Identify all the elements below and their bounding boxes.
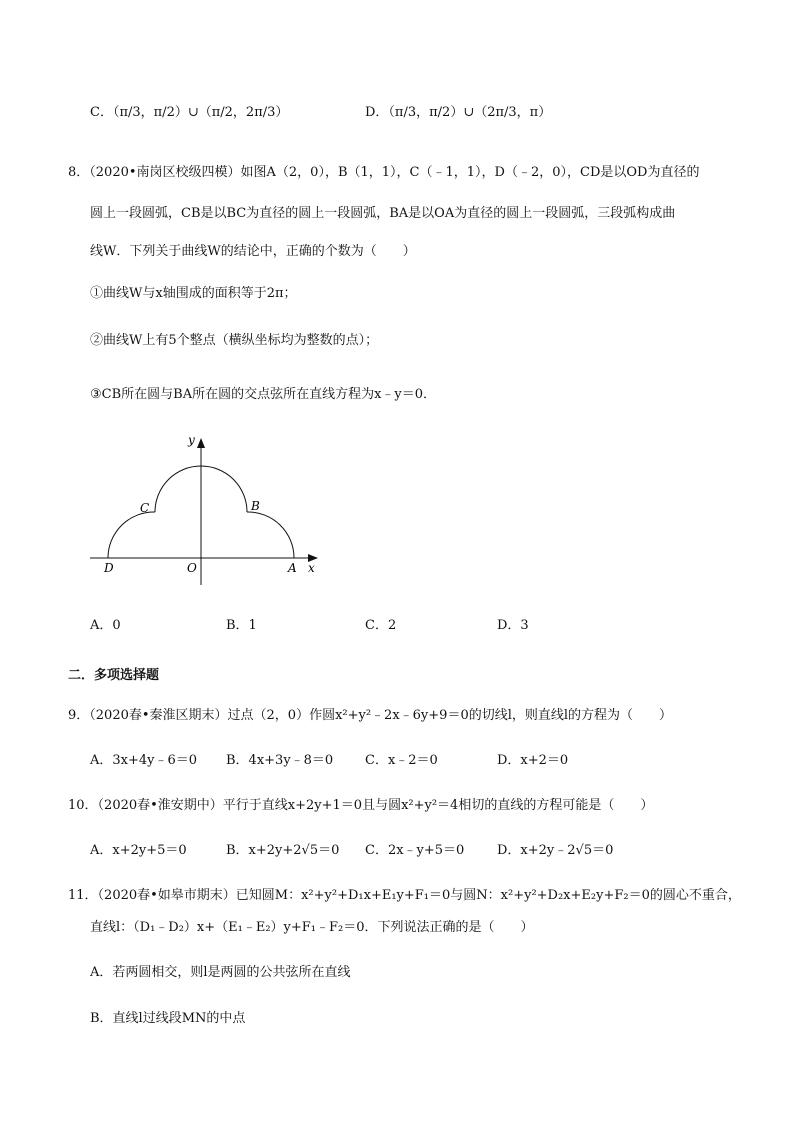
q10-option-b: B．x+2y+2√5＝0: [226, 843, 340, 858]
q10-option-a: A．x+2y+5＝0: [90, 843, 187, 858]
q10-stem: 10．（2020春•淮安期中）平行于直线x+2y+1＝0且与圆x²+y²＝4相切的直线的方程可能是（ ）: [68, 798, 654, 813]
arc-dc: [108, 512, 155, 558]
q7-option-d: D．（π/3，π/2）∪（2π/3，π）: [365, 105, 552, 120]
q9-option-c: C．x﹣2＝0: [365, 753, 438, 768]
q8-option-d: D．3: [497, 618, 529, 633]
curve-w-figure: [90, 430, 330, 590]
label-o: O: [187, 561, 197, 575]
q10-option-c: C．2x﹣y+5＝0: [365, 843, 465, 858]
q8-statement-2: ②曲线W上有5个整点（横纵坐标均为整数的点）；: [90, 333, 379, 348]
q8-option-b: B．1: [226, 618, 257, 633]
q11-stem-line2: 直线l：（D₁﹣D₂）x+（E₁﹣E₂）y+F₁﹣F₂＝0．下列说法正确的是（ ）: [90, 920, 534, 935]
q11-option-b: B．直线l过线段MN的中点: [90, 1011, 246, 1026]
q8-stem-line3: 线W．下列关于曲线W的结论中，正确的个数为（ ）: [90, 244, 416, 259]
label-x: x: [308, 561, 315, 575]
section-title-multiple-choice: 二．多项选择题: [68, 668, 160, 683]
label-c: C: [140, 501, 150, 515]
q11-option-a: A．若两圆相交，则l是两圆的公共弦所在直线: [90, 965, 351, 980]
q8-statement-3: ③CB所在圆与BA所在圆的交点弦所在直线方程为x﹣y＝0．: [90, 387, 437, 402]
q8-stem-line1: 8．（2020•南岗区校级四模）如图A（2，0），B（1，1），C（﹣1，1），D（﹣2，0），CD是以OD为直径的: [68, 165, 700, 180]
label-y: y: [188, 433, 195, 447]
q9-option-b: B．4x+3y﹣8＝0: [226, 753, 334, 768]
label-d: D: [104, 561, 114, 575]
label-a: A: [288, 561, 297, 575]
q8-statement-1: ①曲线W与x轴围成的面积等于2π；: [90, 286, 297, 301]
y-axis-arrow: [197, 438, 205, 448]
q9-option-d: D．x+2＝0: [497, 753, 569, 768]
q10-option-d: D．x+2y﹣2√5＝0: [497, 843, 614, 858]
q8-stem-line2: 圆上一段圆弧，CB是以BC为直径的圆上一段圆弧，BA是以OA为直径的圆上一段圆弧，三段弧构成曲: [90, 206, 676, 221]
q9-option-a: A．3x+4y﹣6＝0: [90, 753, 198, 768]
q8-option-a: A．0: [90, 618, 121, 633]
q11-stem-line1: 11．（2020春•如皋市期末）已知圆M：x²+y²+D₁x+E₁y+F₁＝0与圆N：x²+y²+D₂x+E₂y+F₂＝0的圆心不重合，: [68, 888, 741, 903]
arc-ba: [247, 512, 294, 558]
q8-option-c: C．2: [365, 618, 397, 633]
q9-stem: 9．（2020春•秦淮区期末）过点（2，0）作圆x²+y²﹣2x﹣6y+9＝0的切线l，则直线l的方程为（ ）: [68, 708, 673, 723]
label-b: B: [251, 499, 260, 513]
q7-option-c: C．（π/3，π/2）∪（π/2，2π/3）: [90, 105, 289, 120]
